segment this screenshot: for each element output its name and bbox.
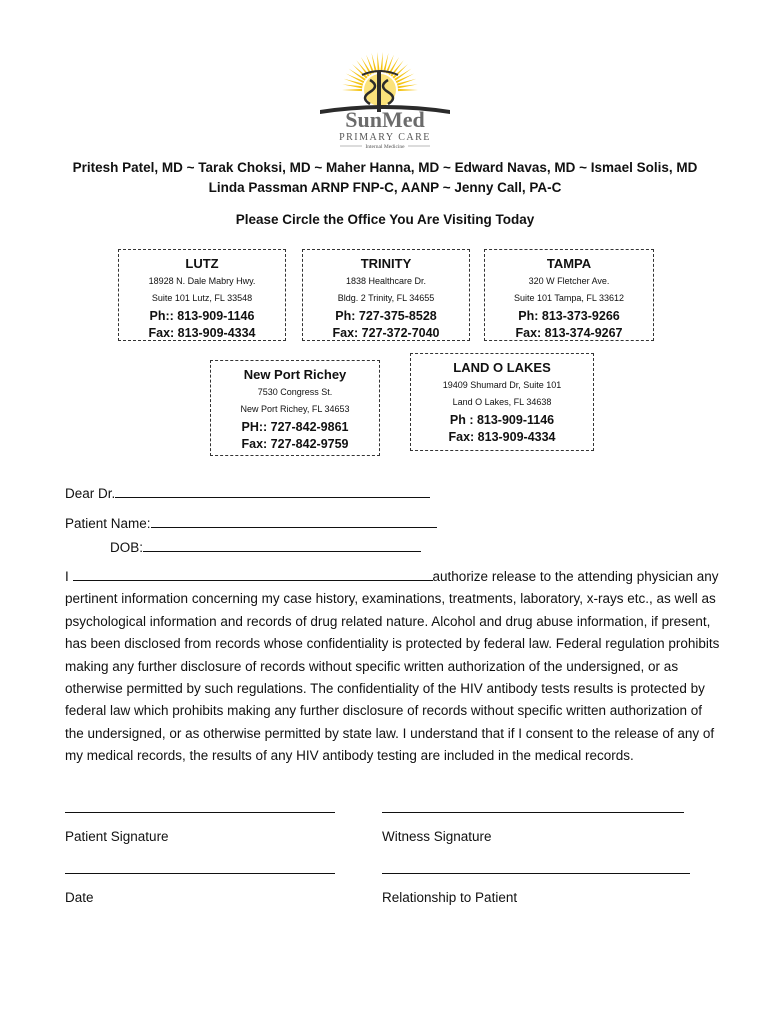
authorize-body: physician any pertinent information concerning my case history, examinations, treatments, laboratory, x-rays etc., as well as psychological information and records of drug related nature. Alcohol and drug abuse information, if present, has been disclosed from records whose confidentiality is protected by federal law. Federal regulation prohibits making any further disclosure of records without specific written authorization of the undersigned, or as otherwise permitted by such regulations. The confidentiality of the HIV antibody tests results is protected by federal law which prohibits making any further disclosure of records without specific written authorization of the undersigned, or as otherwise permitted by state law. I understand that if I consent to the release of any of my medical records, the results of any HIV antibody testing are included in the medical records.: [65, 569, 720, 764]
patient-name-label: Patient Name:: [65, 516, 151, 531]
sun-ray: [380, 52, 383, 72]
sun-ray: [377, 52, 380, 72]
authorize-intro: authorize release to the attending: [432, 569, 633, 584]
dear-dr-label: Dear Dr.: [65, 486, 116, 501]
circle-office-title: Please Circle the Office You Are Visiting Today: [235, 212, 535, 227]
date-line[interactable]: [65, 873, 335, 874]
doctors-line-1: Pritesh Patel, MD ~ Tarak Choksi, MD ~ Maher Hanna, MD ~ Edward Navas, MD ~ Ismael Solis, MD: [72, 160, 698, 175]
sunmed-logo: [300, 50, 470, 150]
office-fax: Fax: 727-842-9759: [241, 437, 349, 451]
logo-brand: SunMed: [345, 107, 425, 132]
dob-field[interactable]: [110, 538, 421, 555]
office-land-o-lakes[interactable]: [410, 353, 594, 451]
office-address-2: New Port Richey, FL 34653: [240, 404, 350, 414]
sun-ray: [398, 84, 418, 88]
relationship-line[interactable]: [382, 873, 690, 874]
sun-caduceus-icon: [300, 50, 470, 150]
doctors-line-2: Linda Passman ARNP FNP-C, AANP ~ Jenny Call, PA-C: [208, 180, 562, 195]
witness-signature-label: Witness Signature: [382, 829, 492, 844]
dear-dr-field[interactable]: [65, 484, 430, 501]
sun-ray: [398, 89, 418, 91]
office-lutz[interactable]: [118, 249, 286, 341]
witness-signature-line[interactable]: [382, 812, 684, 813]
dear-dr-blank[interactable]: [115, 484, 430, 498]
office-address-1: 1838 Healthcare Dr.: [345, 276, 427, 286]
dob-blank[interactable]: [143, 538, 421, 552]
office-address-1: 19409 Shumard Dr, Suite 101: [442, 380, 562, 390]
office-name: TRINITY: [360, 256, 412, 271]
office-address-1: 18928 N. Dale Mabry Hwy.: [148, 276, 256, 286]
dob-label: DOB:: [110, 540, 144, 555]
office-tampa[interactable]: [484, 249, 654, 341]
date-label: Date: [65, 890, 94, 905]
office-address-1: 320 W Fletcher Ave.: [528, 276, 610, 286]
logo-subtitle: PRIMARY CARE: [339, 132, 431, 143]
office-phone: PH:: 727-842-9861: [241, 420, 349, 434]
office-address-2: Suite 101 Tampa, FL 33612: [513, 293, 625, 303]
office-fax: Fax: 813-909-4334: [448, 430, 556, 444]
patient-name-field[interactable]: [65, 514, 437, 531]
authorize-name-blank[interactable]: [73, 567, 433, 581]
office-address-2: Bldg. 2 Trinity, FL 34655: [337, 293, 435, 303]
patient-signature-line[interactable]: [65, 812, 335, 813]
office-fax: Fax: 813-909-4334: [148, 326, 256, 340]
office-address-1: 7530 Congress St.: [257, 387, 333, 397]
logo-tagline: Internal Medicine: [365, 144, 405, 150]
office-phone: Ph: 727-375-8528: [335, 309, 437, 323]
office-fax: Fax: 813-374-9267: [515, 326, 623, 340]
office-fax: Fax: 727-372-7040: [332, 326, 440, 340]
office-name: LAND O LAKES: [453, 360, 551, 375]
sun-ray: [342, 89, 362, 91]
patient-signature-label: Patient Signature: [65, 829, 169, 844]
office-phone: Ph : 813-909-1146: [449, 413, 555, 427]
relationship-label: Relationship to Patient: [382, 890, 518, 905]
sun-ray: [342, 84, 362, 88]
office-trinity[interactable]: [302, 249, 470, 341]
office-name: New Port Richey: [243, 367, 347, 382]
office-address-2: Land O Lakes, FL 34638: [452, 397, 552, 407]
office-new-port-richey[interactable]: [210, 360, 380, 456]
patient-name-blank[interactable]: [151, 514, 437, 528]
authorize-i: I: [65, 569, 69, 584]
office-name: TAMPA: [546, 256, 592, 271]
office-address-2: Suite 101 Lutz, FL 33548: [151, 293, 253, 303]
authorization-paragraph: [65, 566, 720, 768]
office-name: LUTZ: [185, 256, 219, 271]
office-phone: Ph: 813-373-9266: [518, 309, 620, 323]
office-phone: Ph:: 813-909-1146: [149, 309, 255, 323]
